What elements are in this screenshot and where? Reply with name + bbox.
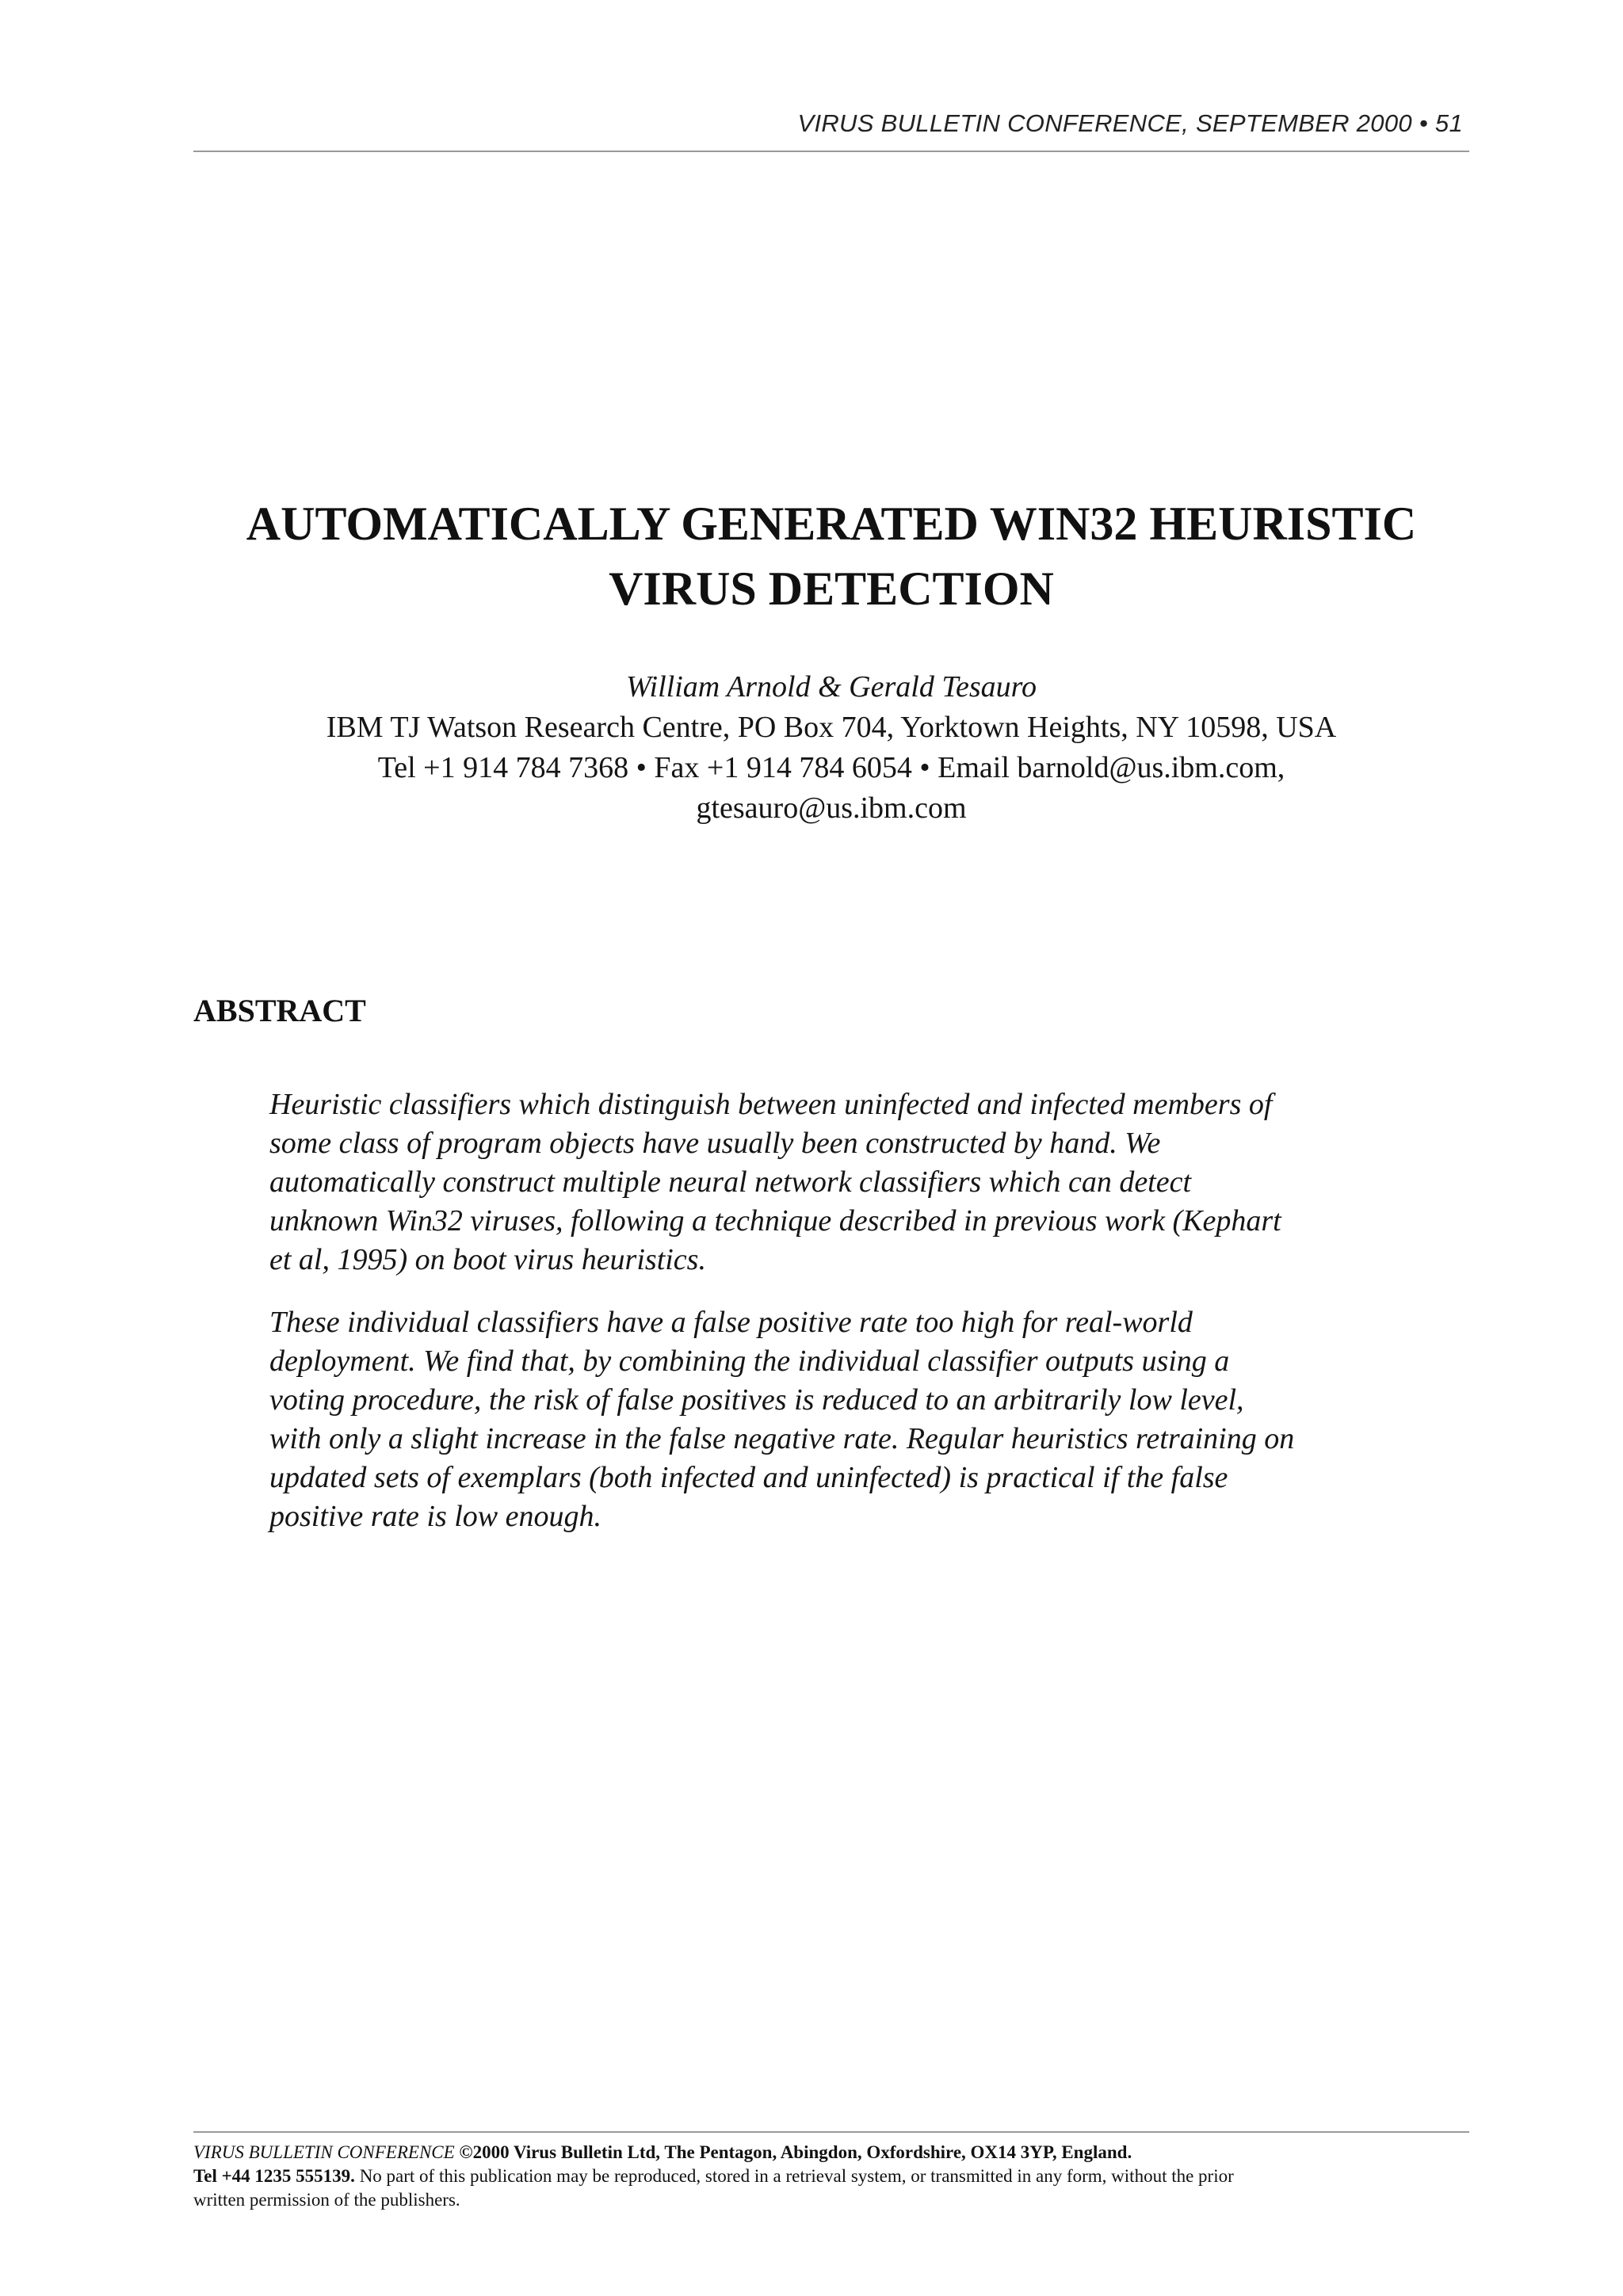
abstract-paragraph	[269, 1303, 1403, 1536]
abstract-heading: ABSTRACT	[193, 993, 366, 1028]
abstract-line: unknown Win32 viruses, following a technique described in previous work (Kephart	[269, 1204, 1281, 1238]
footer-notice-continued: written permission of the publishers.	[193, 2190, 460, 2210]
running-header	[193, 109, 1469, 152]
footer-tel: Tel +44 1235 555139.	[193, 2166, 355, 2186]
contact-line: gtesauro@us.ibm.com	[696, 791, 967, 825]
abstract-line: These individual classifiers have a false positive rate too high for real-world	[269, 1306, 1193, 1339]
abstract-line: et al, 1995) on boot virus heuristics.	[269, 1243, 706, 1276]
abstract-line: updated sets of exemplars (both infected and uninfected) is practical if the false	[269, 1461, 1228, 1494]
abstract-line: some class of program objects have usually been constructed by hand. We	[269, 1127, 1161, 1160]
abstract-line: automatically construct multiple neural network classifiers which can detect	[269, 1165, 1192, 1199]
title-line: AUTOMATICALLY GENERATED WIN32 HEURISTIC	[246, 498, 1417, 550]
abstract-line: with only a slight increase in the false negative rate. Regular heuristics retraining on	[269, 1422, 1295, 1455]
abstract-paragraph	[269, 1085, 1403, 1280]
author-block	[193, 667, 1469, 829]
footer-divider	[193, 2131, 1469, 2133]
running-head-text: VIRUS BULLETIN CONFERENCE, SEPTEMBER 2000 • 51	[797, 109, 1463, 137]
title-line: VIRUS DETECTION	[609, 563, 1054, 615]
abstract-line: voting procedure, the risk of false positives is reduced to an arbitrarily low level,	[269, 1383, 1244, 1417]
footer-conference: VIRUS BULLETIN CONFERENCE	[193, 2142, 455, 2162]
abstract-line: positive rate is low enough.	[269, 1500, 602, 1533]
affiliation: IBM TJ Watson Research Centre, PO Box 704, Yorktown Heights, NY 10598, USA	[326, 711, 1337, 744]
paper-title	[193, 491, 1469, 621]
abstract-line: deployment. We find that, by combining the individual classifier outputs using a	[269, 1344, 1230, 1378]
contact-line: Tel +1 914 784 7368 • Fax +1 914 784 6054 • Email barnold@us.ibm.com,	[377, 751, 1285, 784]
page-footer	[193, 2141, 1469, 2212]
footer-notice: No part of this publication may be reproduced, stored in a retrieval system, or transmitted in any form, without the prior	[359, 2166, 1234, 2186]
abstract-line: Heuristic classifiers which distinguish between uninfected and infected members of	[269, 1088, 1273, 1121]
footer-line	[193, 2141, 1469, 2164]
footer-copyright: ©2000 Virus Bulletin Ltd, The Pentagon, Abingdon, Oxfordshire, OX14 3YP, England.	[459, 2142, 1132, 2162]
footer-line	[193, 2164, 1469, 2188]
abstract-body	[269, 1085, 1403, 1560]
authors: William Arnold & Gerald Tesauro	[626, 670, 1037, 704]
